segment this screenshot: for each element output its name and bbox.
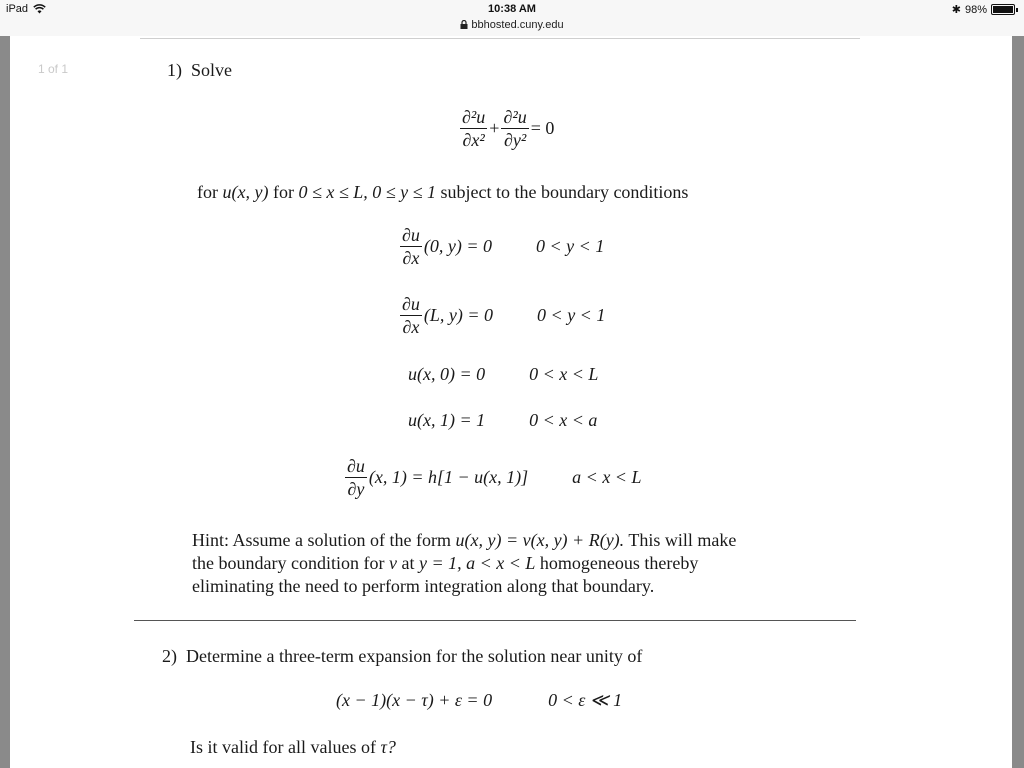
bc1-rest: (0, y) = 0 [423, 236, 493, 256]
hint-line-3: eliminating the need to perform integration along that boundary. [192, 576, 655, 596]
bc1-den: ∂x [402, 248, 420, 268]
bc2-range: 0 < y < 1 [537, 305, 606, 325]
intro-text-c: for [272, 182, 294, 202]
p2-question-text: Is it valid for all values of [190, 737, 376, 757]
bc-3 [408, 364, 598, 385]
p2-eq: (x − 1)(x − τ) + ε = 0 [336, 690, 493, 710]
bc4-lhs: u(x, 1) = 1 [408, 410, 486, 430]
intro-text-a: for [197, 182, 218, 202]
bc1-num: ∂u [402, 225, 420, 245]
bc-4 [408, 410, 597, 431]
eq-num-1: ∂²u [462, 107, 486, 127]
document-viewer[interactable] [0, 36, 1024, 768]
bc5-rest: (x, 1) = h[1 − u(x, 1)] [368, 467, 529, 487]
p2-range: 0 < ε ≪ 1 [548, 690, 623, 710]
p2-question-math: τ? [380, 737, 396, 757]
hint2-math-v: v [388, 553, 397, 573]
problem-2-number: 2) [162, 646, 177, 666]
bc-2 [398, 293, 605, 338]
hint-line-1 [192, 530, 736, 551]
page-indicator: 1 of 1 [38, 62, 69, 76]
eq-den-1: ∂x² [462, 130, 485, 150]
hint2-text-e: homogeneous thereby [539, 553, 699, 573]
hint1-text-a: Hint: Assume a solution of the form [192, 530, 451, 550]
section-divider [134, 620, 856, 621]
problem-2-equation [336, 690, 622, 711]
address-bar[interactable] [0, 19, 1024, 31]
device-label: iPad [6, 3, 29, 15]
bc2-den: ∂x [402, 317, 420, 337]
status-time: 10:38 AM [488, 3, 536, 15]
bc5-num: ∂u [347, 456, 365, 476]
hint2-math-range: y = 1, a < x < L [418, 553, 536, 573]
bc-5 [343, 455, 641, 500]
bc2-num: ∂u [402, 294, 420, 314]
eq-plus: + [489, 118, 500, 138]
hint-line-2 [192, 553, 698, 574]
bc3-lhs: u(x, 0) = 0 [408, 364, 486, 384]
status-right [952, 3, 1018, 16]
intro-text-e: subject to the boundary conditions [440, 182, 689, 202]
hint1-text-c: This will make [628, 530, 737, 550]
battery-icon [991, 4, 1015, 15]
laplace-equation [458, 106, 554, 151]
url-text: bbhosted.cuny.edu [471, 19, 564, 31]
problem-2-heading [162, 646, 642, 667]
intro-math-domain: 0 ≤ x ≤ L, 0 ≤ y ≤ 1 [298, 182, 436, 202]
lock-icon [460, 20, 468, 29]
top-rule [140, 38, 860, 39]
problem-1-title: Solve [191, 60, 233, 80]
eq-rhs: = 0 [530, 118, 555, 138]
bc4-range: 0 < x < a [529, 410, 598, 430]
problem-1-intro [197, 182, 688, 203]
intro-math-u: u(x, y) [222, 182, 269, 202]
bc1-range: 0 < y < 1 [536, 236, 605, 256]
problem-1-heading [167, 60, 232, 81]
hint1-math: u(x, y) = v(x, y) + R(y). [455, 530, 625, 550]
bluetooth-icon: ✱ [951, 4, 961, 16]
status-bar [0, 0, 1024, 36]
hint2-text-a: the boundary condition for [192, 553, 385, 573]
bc3-range: 0 < x < L [529, 364, 599, 384]
hint2-text-c: at [401, 553, 415, 573]
problem-2-text: Determine a three-term expansion for the solution near unity of [186, 646, 643, 666]
battery-percent: 98% [964, 3, 987, 16]
bc-1 [398, 224, 604, 269]
eq-num-2: ∂²u [503, 107, 527, 127]
problem-1-number: 1) [167, 60, 182, 80]
bc5-range: a < x < L [572, 467, 642, 487]
document-page [10, 36, 1012, 768]
problem-2-question [190, 737, 396, 758]
bc5-den: ∂y [347, 479, 365, 499]
eq-den-2: ∂y² [503, 130, 527, 150]
bc2-rest: (L, y) = 0 [423, 305, 494, 325]
